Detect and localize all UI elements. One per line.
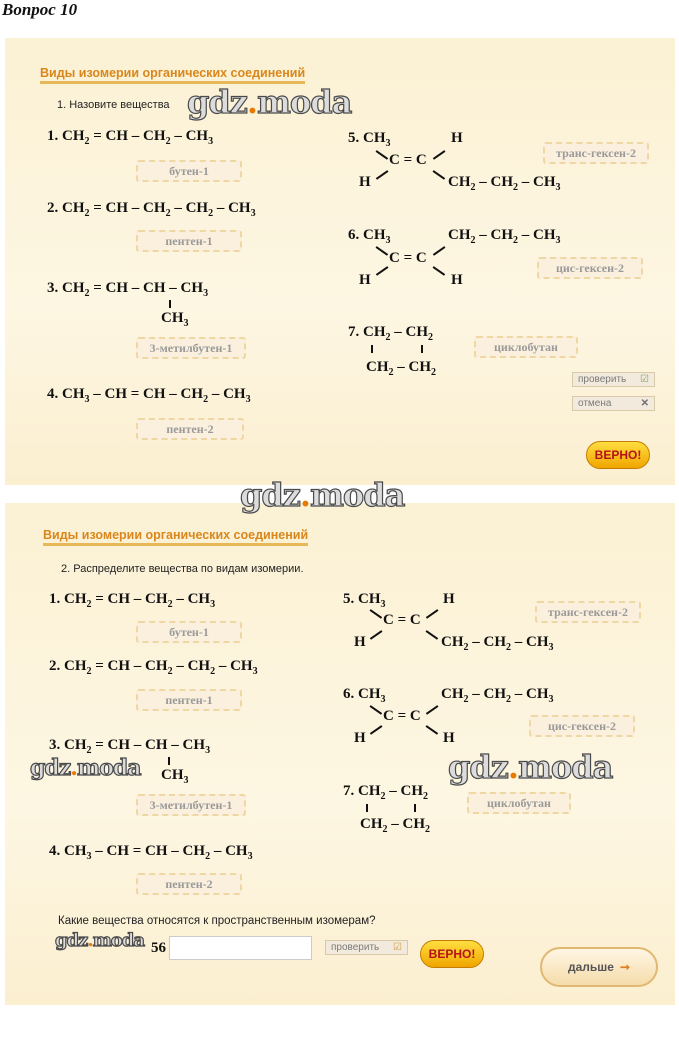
formula-7: 7. $CH_2 - CH_2$: [343, 783, 428, 802]
next-button[interactable]: [540, 947, 658, 987]
formula-5-chain: $CH_2 - CH_2 - CH_3$: [448, 174, 561, 193]
check-button[interactable]: [572, 372, 655, 387]
bond-line: [370, 609, 382, 618]
answer-box-4[interactable]: пентен-2: [136, 873, 242, 895]
result-badge: ВЕРНО!: [420, 940, 484, 968]
formula-3: 3. $CH_2$ = CH – CH – $CH_3$: [49, 737, 211, 756]
bond-line: [433, 266, 445, 275]
answer-box-1[interactable]: бутен-1: [136, 160, 242, 182]
formula-6-h-right: H: [443, 730, 455, 746]
bond-line: [376, 246, 388, 255]
check-icon: ☑: [640, 374, 649, 385]
answer-box-7[interactable]: циклобутан: [474, 336, 578, 358]
bond-line: [168, 757, 170, 765]
question-text: Какие вещества относятся к пространственным изомерам?: [58, 915, 376, 927]
bond-line: [370, 725, 382, 734]
formula-4: 4. $CH_3$ – CH = CH – $CH_2 - CH_3$: [47, 386, 251, 405]
formula-6-chain: $CH_2 - CH_2 - CH_3$: [441, 686, 554, 705]
formula-5-chain: $CH_2 - CH_2 - CH_3$: [441, 634, 554, 653]
formula-7-bottom: $CH_2 - CH_2$: [366, 359, 436, 378]
cancel-button[interactable]: [572, 396, 655, 411]
formula-5: 5. $CH_3$: [343, 591, 386, 610]
watermark: gdz.moda: [30, 755, 141, 781]
bond-line: [433, 246, 445, 255]
answer-box-2[interactable]: пентен-1: [136, 230, 242, 252]
answer-box-1[interactable]: бутен-1: [136, 621, 242, 643]
page-heading: Вопрос 10: [2, 0, 78, 19]
formula-3: 3. $CH_2$ = CH – CH – $CH_3$: [47, 280, 209, 299]
result-badge: ВЕРНО!: [586, 441, 650, 469]
panel-title: Виды изомерии органических соединений: [43, 528, 308, 546]
answer-box-3[interactable]: 3-метилбутен-1: [136, 794, 246, 816]
answer-box-5[interactable]: транс-гексен-2: [535, 601, 641, 623]
answer-box-3[interactable]: 3-метилбутен-1: [136, 337, 246, 359]
arrow-right-icon: ➞: [619, 960, 631, 974]
check-button-label: проверить: [578, 374, 627, 385]
bond-line: [426, 705, 438, 714]
bond-line: [426, 630, 438, 639]
formula-6-chain: $CH_2 - CH_2 - CH_3$: [448, 227, 561, 246]
bond-line: [366, 804, 368, 812]
answer-value: 56: [151, 940, 166, 956]
cancel-button-label: отмена: [578, 398, 612, 409]
formula-7: 7. $CH_2 - CH_2$: [348, 324, 433, 343]
answer-box-6[interactable]: цис-гексен-2: [537, 257, 643, 279]
formula-6: 6. $CH_3$: [348, 227, 391, 246]
panel-instruction: 1. Назовите вещества: [57, 99, 170, 111]
formula-5-center: C = C: [383, 612, 421, 628]
answer-box-2[interactable]: пентен-1: [136, 689, 242, 711]
check-icon: ☑: [393, 942, 402, 953]
formula-5-h-bottom: H: [359, 174, 371, 190]
formula-5-h-top: H: [451, 130, 463, 146]
formula-4: 4. $CH_3$ – CH = CH – $CH_2 - CH_3$: [49, 843, 253, 862]
next-button-label: дальше: [567, 960, 614, 974]
answer-box-6[interactable]: цис-гексен-2: [529, 715, 635, 737]
formula-3-branch: $CH_3$: [161, 767, 189, 786]
panel-instruction: 2. Распределите вещества по видам изомерии.: [61, 563, 304, 575]
watermark: gdz.moda: [187, 83, 352, 121]
bond-line: [414, 804, 416, 812]
watermark: gdz.moda: [55, 930, 144, 951]
formula-2: 2. $CH_2$ = CH – $CH_2 - CH_2 - CH_3$: [47, 200, 256, 219]
answer-box-7[interactable]: циклобутан: [467, 792, 571, 814]
bond-line: [376, 266, 388, 275]
formula-1: 1. $CH_2$ = CH – $CH_2 - CH_3$: [49, 591, 216, 610]
bond-line: [426, 609, 438, 618]
bond-line: [426, 725, 438, 734]
panel-title: Виды изомерии органических соединений: [40, 66, 305, 84]
answer-box-4[interactable]: пентен-2: [136, 418, 244, 440]
formula-6: 6. $CH_3$: [343, 686, 386, 705]
bond-line: [376, 150, 388, 159]
formula-6-center: C = C: [383, 708, 421, 724]
formula-3-branch: $CH_3$: [161, 310, 189, 329]
formula-5-h-top: H: [443, 591, 455, 607]
bond-line: [370, 630, 382, 639]
formula-6-h-left: H: [354, 730, 366, 746]
answer-input[interactable]: [169, 936, 312, 960]
formula-6-center: C = C: [389, 250, 427, 266]
close-icon: ✕: [640, 398, 649, 409]
bond-line: [421, 345, 423, 353]
formula-7-bottom: $CH_2 - CH_2$: [360, 816, 430, 835]
bond-line: [370, 705, 382, 714]
answer-box-5[interactable]: транс-гексен-2: [543, 142, 649, 164]
watermark: gdz.moda: [448, 748, 613, 786]
formula-5: 5. $CH_3$: [348, 130, 391, 149]
formula-1: 1. $CH_2$ = CH – $CH_2 - CH_3$: [47, 128, 214, 147]
check-button[interactable]: [325, 940, 408, 955]
bond-line: [376, 170, 388, 179]
bond-line: [371, 345, 373, 353]
formula-6-h-left: H: [359, 272, 371, 288]
formula-2: 2. $CH_2$ = CH – $CH_2 - CH_2 - CH_3$: [49, 658, 258, 677]
bond-line: [169, 300, 171, 308]
formula-5-h-bottom: H: [354, 634, 366, 650]
bond-line: [433, 170, 445, 179]
watermark: gdz.moda: [240, 476, 405, 514]
check-button-label: проверить: [331, 942, 380, 953]
formula-6-h-right: H: [451, 272, 463, 288]
formula-5-center: C = C: [389, 152, 427, 168]
bond-line: [433, 150, 445, 159]
